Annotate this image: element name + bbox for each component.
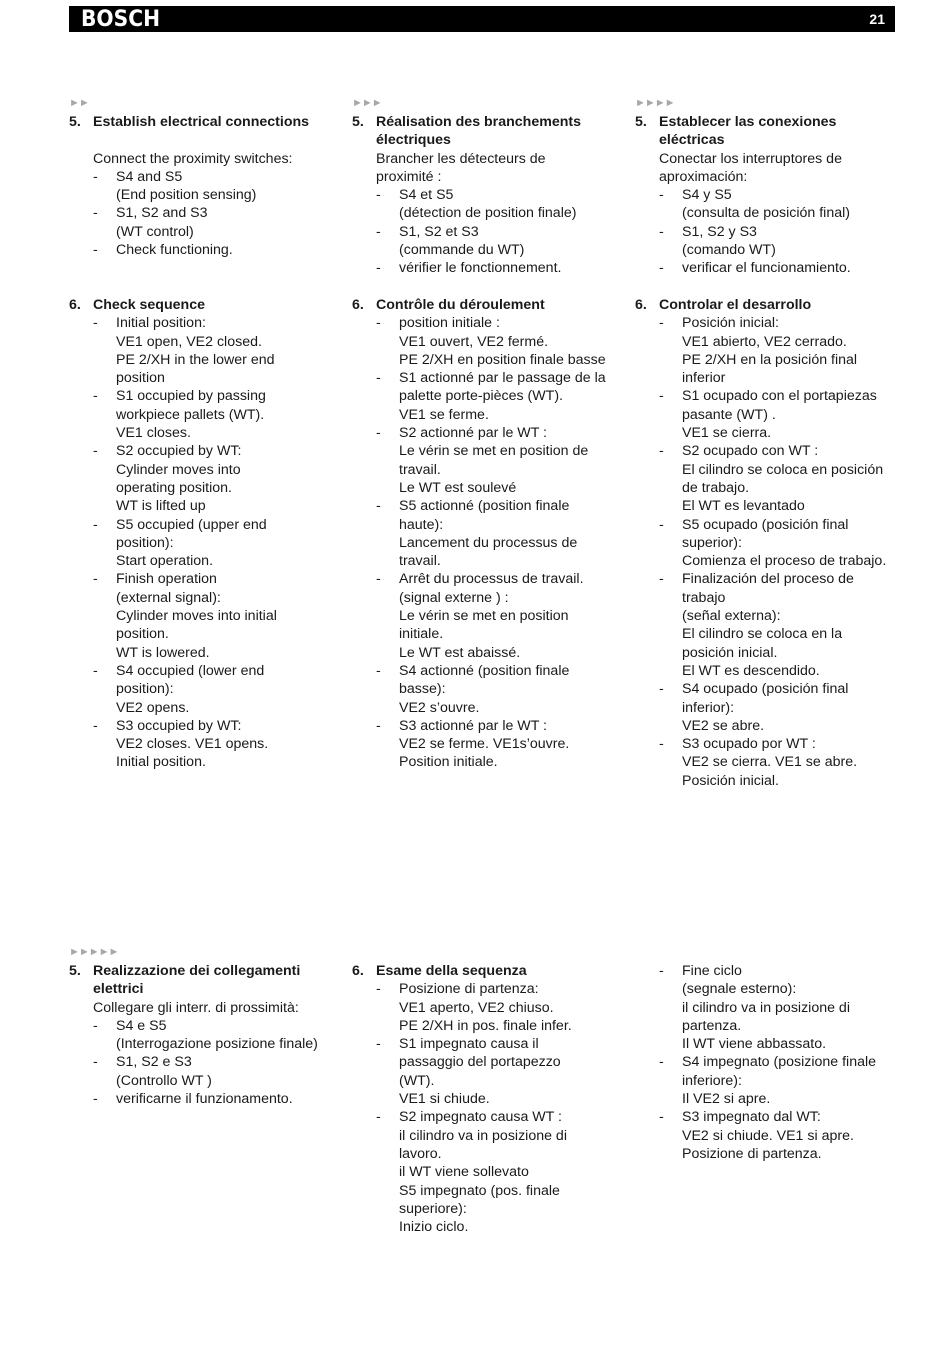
section-body <box>352 314 614 771</box>
section-heading <box>69 296 329 314</box>
section-title: Réalisation des branchements électriques <box>376 114 581 149</box>
page-number: 21 <box>869 11 885 27</box>
header-bar <box>69 6 895 32</box>
list-item: - S5 ocupado (posición final superior): Comienza el proceso de trabajo. <box>659 516 887 570</box>
list-item: - S4 occupied (lower end position): VE2 opens. <box>93 662 265 716</box>
section-title: Establish electrical connections <box>93 114 310 130</box>
list-item: - S4 impegnato (posizione finale inferiore): Il VE2 si apre. <box>659 1054 877 1108</box>
list-item: - Posizione di partenza: VE1 aperto, VE2 chiuso. PE 2/XH in pos. finale infer. <box>376 981 572 1034</box>
section-number: 5. <box>352 114 364 130</box>
section-number: 6. <box>352 296 364 313</box>
section-heading <box>352 296 614 314</box>
list-item: - S1 occupied by passing workpiece pallets (WT). VE1 closes. <box>93 388 266 442</box>
list-item: - S1, S2 e S3 (Controllo WT ) <box>93 1054 212 1089</box>
section-5-en <box>69 113 329 259</box>
column-italian-2 <box>352 962 592 1236</box>
list-item: - verificar el funcionamiento. <box>659 260 851 277</box>
section-heading <box>69 113 329 131</box>
list-item: - S1, S2 y S3 (comando WT) <box>659 223 776 259</box>
list-item: - position initiale : VE1 ouvert, VE2 fermé. PE 2/XH en position finale basse <box>376 315 606 368</box>
section-title: Establecer las conexiones eléctricas <box>659 114 837 149</box>
list-item: - S1 impegnato causa il passaggio del portapezzo (WT). VE1 si chiude. <box>376 1036 561 1108</box>
list-item: - Fine ciclo (segnale esterno): il cilindro va in posizione di partenza. Il WT viene abbassato. <box>659 963 850 1053</box>
list-item: - S4 ocupado (posición final inferior): VE2 se abre. <box>659 681 849 734</box>
list-item: - S4 et S5 (détection de position finale) <box>376 187 577 222</box>
section-5-es <box>635 113 897 278</box>
list-item: - S3 actionné par le WT : VE2 se ferme. VE1s’ouvre. Position initiale. <box>376 717 570 771</box>
list-item: - S4 e S5 (Interrogazione posizione finale) <box>93 1017 318 1053</box>
list-item: - S2 actionné par le WT : Le vérin se met en position de travail. Le WT est soulevé <box>376 425 589 496</box>
section-heading <box>69 962 329 999</box>
list-item: - S3 impegnato dal WT: VE2 si chiude. VE1 si apre. Posizione di partenza. <box>659 1109 854 1162</box>
list-item: - S1, S2 et S3 (commande du WT) <box>376 223 525 259</box>
intro-text: Collegare gli interr. di prossimità: <box>93 999 299 1016</box>
section-6-fr <box>352 296 614 772</box>
section-heading <box>352 962 592 980</box>
list-item: - S4 y S5 (consulta de posición final) <box>659 187 850 222</box>
section-title: Realizzazione dei collegamenti elettrici <box>93 963 301 998</box>
section-number: 6. <box>635 296 647 313</box>
list-item: - Check functioning. <box>93 242 233 259</box>
section-number: 5. <box>69 114 81 130</box>
continuation-text: S5 impegnato (pos. finale superiore): Inizio ciclo. <box>399 1182 560 1236</box>
section-6-es <box>635 296 897 790</box>
column-italian-1 <box>69 962 329 1108</box>
list-item: - S3 ocupado por WT : VE2 se cierra. VE1 se abre. Posición inicial. <box>659 736 858 789</box>
list-item: - S1 ocupado con el portapiezas pasante (WT) . VE1 se cierra. <box>659 388 877 442</box>
list-item: - Arrêt du processus de travail. (signal externe ) : Le vérin se met en position initiale. Le WT est abaissé. <box>376 571 584 661</box>
list-item: - S1, S2 and S3 (WT control) <box>93 205 208 240</box>
list-item: - Finalización del proceso de trabajo (señal externa): El cilindro se coloca en la posición inicial. El WT es descendido. <box>659 571 854 679</box>
language-marker-it: ►►►►► <box>69 946 119 958</box>
list-item: - Initial position: VE1 open, VE2 closed. PE 2/XH in the lower end position <box>93 315 275 387</box>
list-item: - S4 actionné (position finale basse): VE2 s’ouvre. <box>376 662 570 716</box>
section-body <box>69 999 329 1109</box>
section-body <box>635 314 897 790</box>
section-title: Esame della sequenza <box>376 963 527 979</box>
section-6-en <box>69 296 329 772</box>
section-title: Contrôle du déroulement <box>376 296 545 313</box>
bosch-logo: BOSCH <box>81 6 161 32</box>
list-item: - S1 actionné par le passage de la palette porte-pièces (WT). VE1 se ferme. <box>376 370 606 423</box>
section-body <box>69 150 329 260</box>
list-item: - S2 ocupado con WT : El cilindro se coloca en posición de trabajo. El WT es levantado <box>659 443 884 515</box>
section-body <box>69 314 329 771</box>
column-italian-3 <box>659 962 899 1163</box>
intro-text: Conectar los interruptores de aproximación: <box>659 150 842 185</box>
list-item: - Posición inicial: VE1 abierto, VE2 cerrado. PE 2/XH en la posición final inferior <box>659 315 858 387</box>
language-marker-fr: ►►► <box>352 97 382 109</box>
section-5-fr <box>352 113 614 278</box>
section-number: 6. <box>352 963 364 979</box>
list-item: - S5 actionné (position finale haute): Lancement du processus de travail. <box>376 498 578 570</box>
column-english <box>69 113 329 772</box>
list-item: - vérifier le fonctionnement. <box>376 260 562 277</box>
section-body <box>352 980 592 1236</box>
list-item: - S5 occupied (upper end position): Start operation. <box>93 516 267 570</box>
list-item: - S2 impegnato causa WT : il cilindro va in posizione di lavoro. il WT viene sollevato <box>376 1109 567 1181</box>
list-item: - S2 occupied by WT: Cylinder moves into operating position. WT is lifted up <box>93 443 242 515</box>
list-item: - Finish operation (external signal): Cylinder moves into initial position. WT is lowered. <box>93 571 277 661</box>
section-body <box>352 150 614 278</box>
section-title: Check sequence <box>93 296 205 313</box>
section-number: 5. <box>69 963 81 979</box>
section-heading <box>352 113 614 150</box>
column-french <box>352 113 614 772</box>
section-heading <box>635 296 897 314</box>
list-item: - S3 occupied by WT: VE2 closes. VE1 opens. Initial position. <box>93 717 269 771</box>
section-5-it <box>69 962 329 1108</box>
language-marker-en: ►► <box>69 97 89 109</box>
language-marker-es: ►►►► <box>635 97 675 109</box>
section-6-it <box>352 962 592 1236</box>
intro-text: Connect the proximity switches: <box>93 150 293 167</box>
section-title: Controlar el desarrollo <box>659 296 812 313</box>
intro-text: Brancher les détecteurs de proximité : <box>376 150 546 185</box>
list-item: - S4 and S5 (End position sensing) <box>93 168 257 204</box>
list-item: - verificarne il funzionamento. <box>93 1091 293 1108</box>
section-number: 6. <box>69 296 81 313</box>
section-heading <box>635 113 897 150</box>
column-spanish <box>635 113 897 790</box>
section-number: 5. <box>635 114 647 130</box>
section-body <box>635 150 897 278</box>
